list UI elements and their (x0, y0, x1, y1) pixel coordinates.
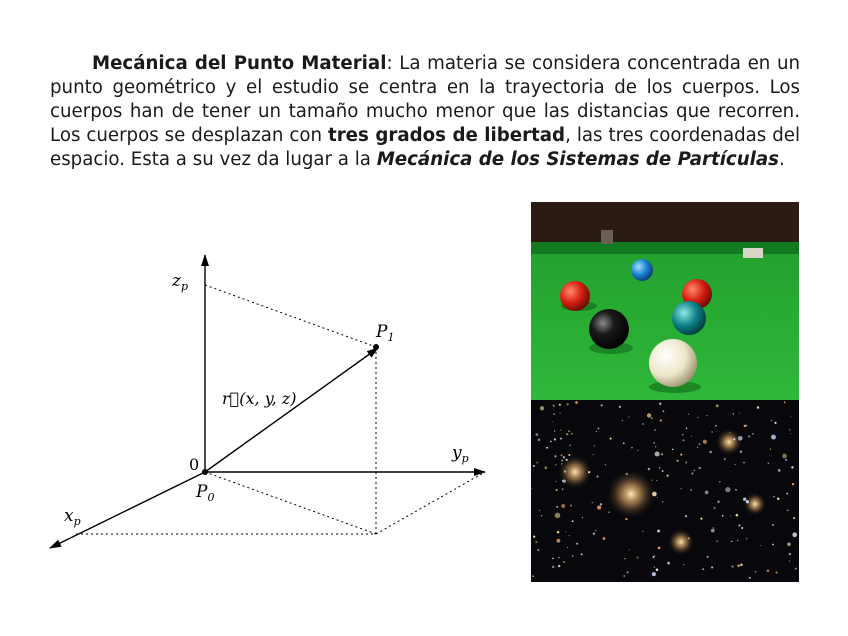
intro-paragraph (50, 52, 800, 172)
z-axis-label: $z_p$ (172, 271, 189, 293)
paragraph-text-3: , las tres coordenadas del espacio. Esta a su vez da lugar a la (50, 125, 801, 170)
paragraph-title: Mecánica del Punto Material (92, 53, 387, 74)
position-vector (205, 348, 378, 472)
snooker-photo (531, 202, 799, 400)
paragraph-text-5: . (779, 149, 785, 170)
p1-label: $P_1$ (376, 322, 395, 344)
paragraph-bold-degrees: tres grados de libertad (328, 125, 566, 146)
photo-column (531, 202, 799, 582)
projection-lines (76, 285, 485, 534)
point-p1 (373, 344, 379, 350)
y-axis-label: $y_p$ (452, 443, 469, 465)
paragraph-text-1: : La materia se considera concentrada en un punto geométrico y el estudio se centra en la trayectoria de los cuerpos. Los cuerpos han de tener un tamaño mucho menor que las distancias que recorren. Los cuerpos se desplazan con (50, 53, 800, 146)
x-axis-label: $x_p$ (64, 506, 81, 528)
galaxy-photo (531, 400, 799, 582)
coordinate-diagram (40, 245, 500, 565)
vector-label: r⃗(x, y, z) (222, 389, 297, 408)
paragraph-bold-italic-systems: Mecánica de los Sistemas de Partículas (376, 149, 779, 170)
p0-label: $P_0$ (196, 482, 215, 504)
point-p0 (202, 469, 208, 475)
origin-label: 0 (189, 455, 200, 474)
